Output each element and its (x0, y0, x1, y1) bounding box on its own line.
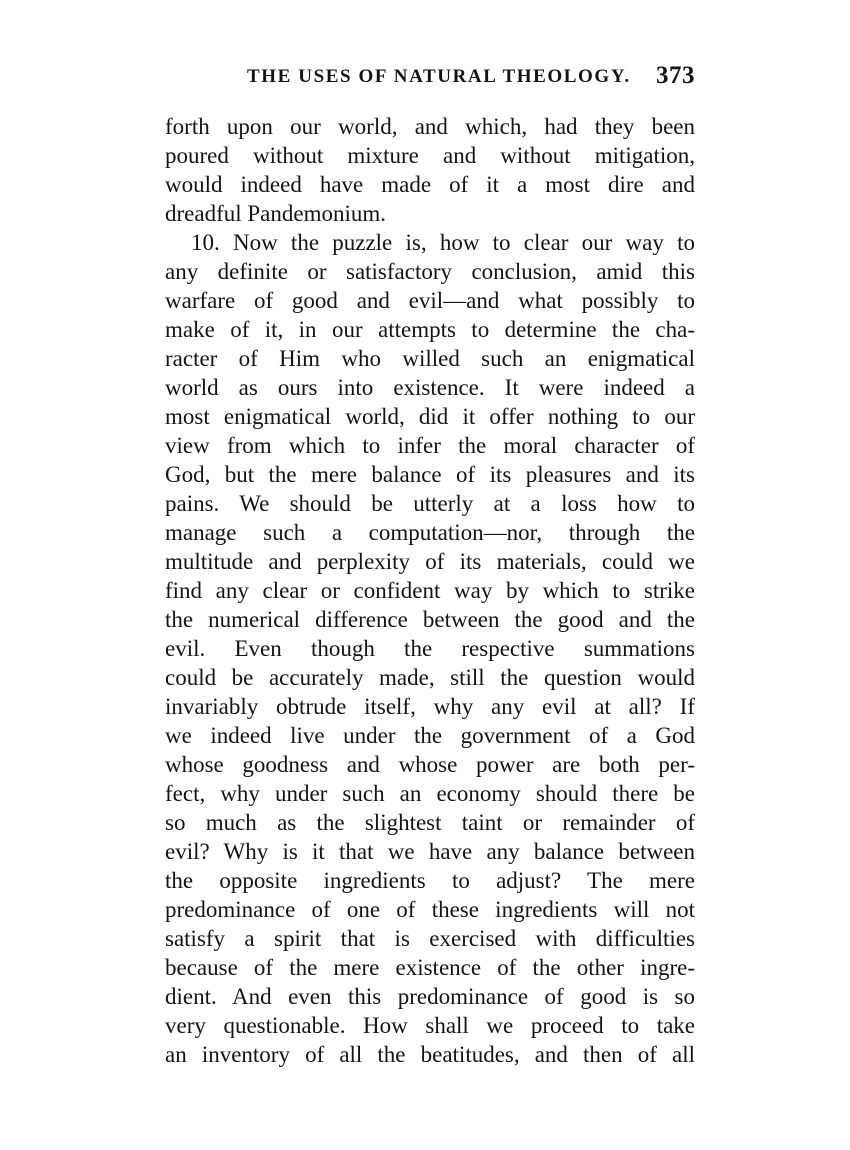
text-line: pains. We should be utterly at a loss how to (165, 491, 695, 516)
text-line: the opposite ingredients to adjust? The mere (165, 868, 695, 893)
text-line: so much as the slightest taint or remainder of (165, 810, 695, 835)
text-line: racter of Him who willed such an enigmatical (165, 346, 695, 371)
text-line: make of it, in our attempts to determine the cha- (165, 317, 695, 342)
text-line: any definite or satisfactory conclusion, amid this (165, 259, 695, 284)
text-line: predominance of one of these ingredients will not (165, 897, 695, 922)
text-line: evil. Even though the respective summations (165, 636, 695, 661)
text-line: multitude and perplexity of its materials, could we (165, 549, 695, 574)
text-line: forth upon our world, and which, had they been (165, 114, 695, 139)
text-line: because of the mere existence of the other ingre- (165, 955, 695, 980)
text-line: most enigmatical world, did it offer nothing to our (165, 404, 695, 429)
text-line: whose goodness and whose power are both per- (165, 752, 695, 777)
text-line: evil? Why is it that we have any balance between (165, 839, 695, 864)
text-line: fect, why under such an economy should there be (165, 781, 695, 806)
text-line: dient. And even this predominance of good is so (165, 984, 695, 1009)
text-line: world as ours into existence. It were indeed a (165, 375, 695, 400)
text-line: poured without mixture and without mitigation, (165, 143, 695, 168)
text-line: very questionable. How shall we proceed to take (165, 1013, 695, 1038)
text-line: manage such a computation—nor, through the (165, 520, 695, 545)
text-line: the numerical difference between the good and the (165, 607, 695, 632)
text-line: view from which to infer the moral character of (165, 433, 695, 458)
running-header (165, 62, 695, 96)
text-line: God, but the mere balance of its pleasures and its (165, 462, 695, 487)
running-title: THE USES OF NATURAL THEOLOGY. (247, 66, 631, 87)
body-text (165, 112, 695, 1069)
text-line: invariably obtrude itself, why any evil at all? If (165, 694, 695, 719)
text-line: an inventory of all the beatitudes, and then of all (165, 1042, 695, 1067)
text-line: we indeed live under the government of a God (165, 723, 695, 748)
text-line: would indeed have made of it a most dire and (165, 172, 695, 197)
text-line: warfare of good and evil—and what possibly to (165, 288, 695, 313)
text-line: could be accurately made, still the question would (165, 665, 695, 690)
paragraph-start-line: 10. Now the puzzle is, how to clear our way to (191, 230, 695, 255)
text-line: dreadful Pandemonium. (165, 201, 387, 226)
text-line: satisfy a spirit that is exercised with difficulties (165, 926, 695, 951)
text-line: find any clear or confident way by which to strike (165, 578, 695, 603)
page-number: 373 (656, 62, 695, 89)
